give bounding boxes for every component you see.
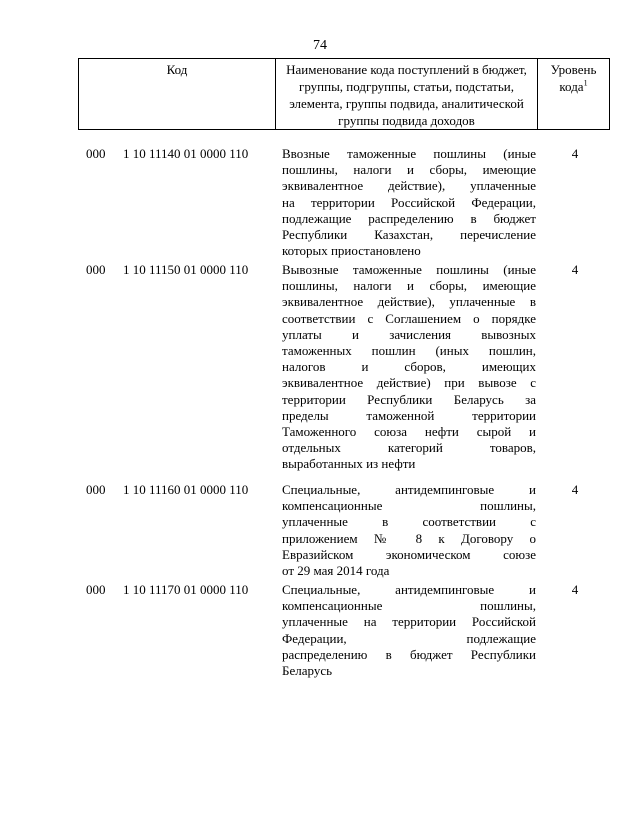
row-name-line: Таможенного союза нефти сырой и [282,423,536,439]
row-name-line: эквивалентное действие) при вывозе с [282,375,536,391]
row-prefix: 000 [86,146,106,161]
row-name-line: Специальные, антидемпинговые и [282,582,536,597]
row-name-line: подлежащие распределению в бюджет [282,210,536,226]
row-name [282,146,536,259]
row-name-line: которых приостановлено [282,243,421,259]
row-prefix: 000 [86,582,106,597]
row-name-line: Республики Казахстан, перечисление [282,226,536,242]
row-name-line: эквивалентное действие), уплаченные в [282,294,536,310]
header-level-label: Уровень кода [550,62,597,94]
row-code: 1 10 11140 01 0000 110 [123,146,249,161]
row-name-line: уплаты и зачисления вывозных [282,326,536,342]
row-prefix: 000 [86,482,106,497]
header-code-label: Код [166,62,188,77]
header-code [79,59,276,130]
row-name-line: территории Республики Беларусь за [282,391,536,407]
row-name-line: таможенных пошлин (иных пошлин, [282,342,536,358]
row-prefix: 000 [86,262,106,277]
row-name-line: Специальные, антидемпинговые и [282,482,536,497]
row-code: 1 10 11160 01 0000 110 [123,482,249,497]
row-name-line: соответствии с Соглашением о порядке [282,310,536,326]
row-name-line: компенсационные пошлины, [282,498,536,514]
row-level: 4 [571,146,579,161]
row-name-line: распределению в бюджет Республики [282,646,536,662]
row-code: 1 10 11150 01 0000 110 [123,262,249,277]
row-name-line: Ввозные таможенные пошлины (иные [282,146,536,161]
footnote-marker: 1 [583,78,588,88]
row-name-line: эквивалентное действие), уплаченные [282,178,536,194]
header-name-label: Наименование кода поступлений в бюджет, группы, подгруппы, статьи, подстатьи, элемента, группы подвида, аналитической группы подвида доходов [286,62,527,128]
row-name-line: пошлины, налоги и сборы, имеющие [282,162,536,178]
row-level: 4 [571,582,579,597]
row-name [282,582,536,679]
row-name-line: от 29 мая 2014 года [282,562,390,578]
row-name-line: уплаченные в соответствии с [282,514,536,530]
row-name-line: Беларусь [282,662,333,678]
row-name-line: на территории Российской Федерации, [282,194,536,210]
row-name-line: выработанных из нефти [282,456,416,472]
row-level: 4 [571,262,579,277]
row-name-line: налогов и сборов, имеющих [282,359,536,375]
page-number: 74 [313,38,327,53]
row-level: 4 [571,482,579,497]
row-name-line: компенсационные пошлины, [282,598,536,614]
row-name-line: пределы таможенной территории [282,407,536,423]
table-header [78,58,610,130]
row-name-line: Вывозные таможенные пошлины (иные [282,262,536,277]
row-name-line: приложением № 8 к Договору о [282,530,536,546]
header-level [538,59,610,130]
row-code: 1 10 11170 01 0000 110 [123,582,249,597]
row-name-line: уплаченные на территории Российской [282,614,536,630]
row-name [282,262,536,472]
header-name [276,59,538,130]
row-name-line: отдельных категорий товаров, [282,440,536,456]
row-name-line: Евразийском экономическом союзе [282,546,536,562]
row-name [282,482,536,579]
row-name-line: пошлины, налоги и сборы, имеющие [282,278,536,294]
row-name-line: Федерации, подлежащие [282,630,536,646]
